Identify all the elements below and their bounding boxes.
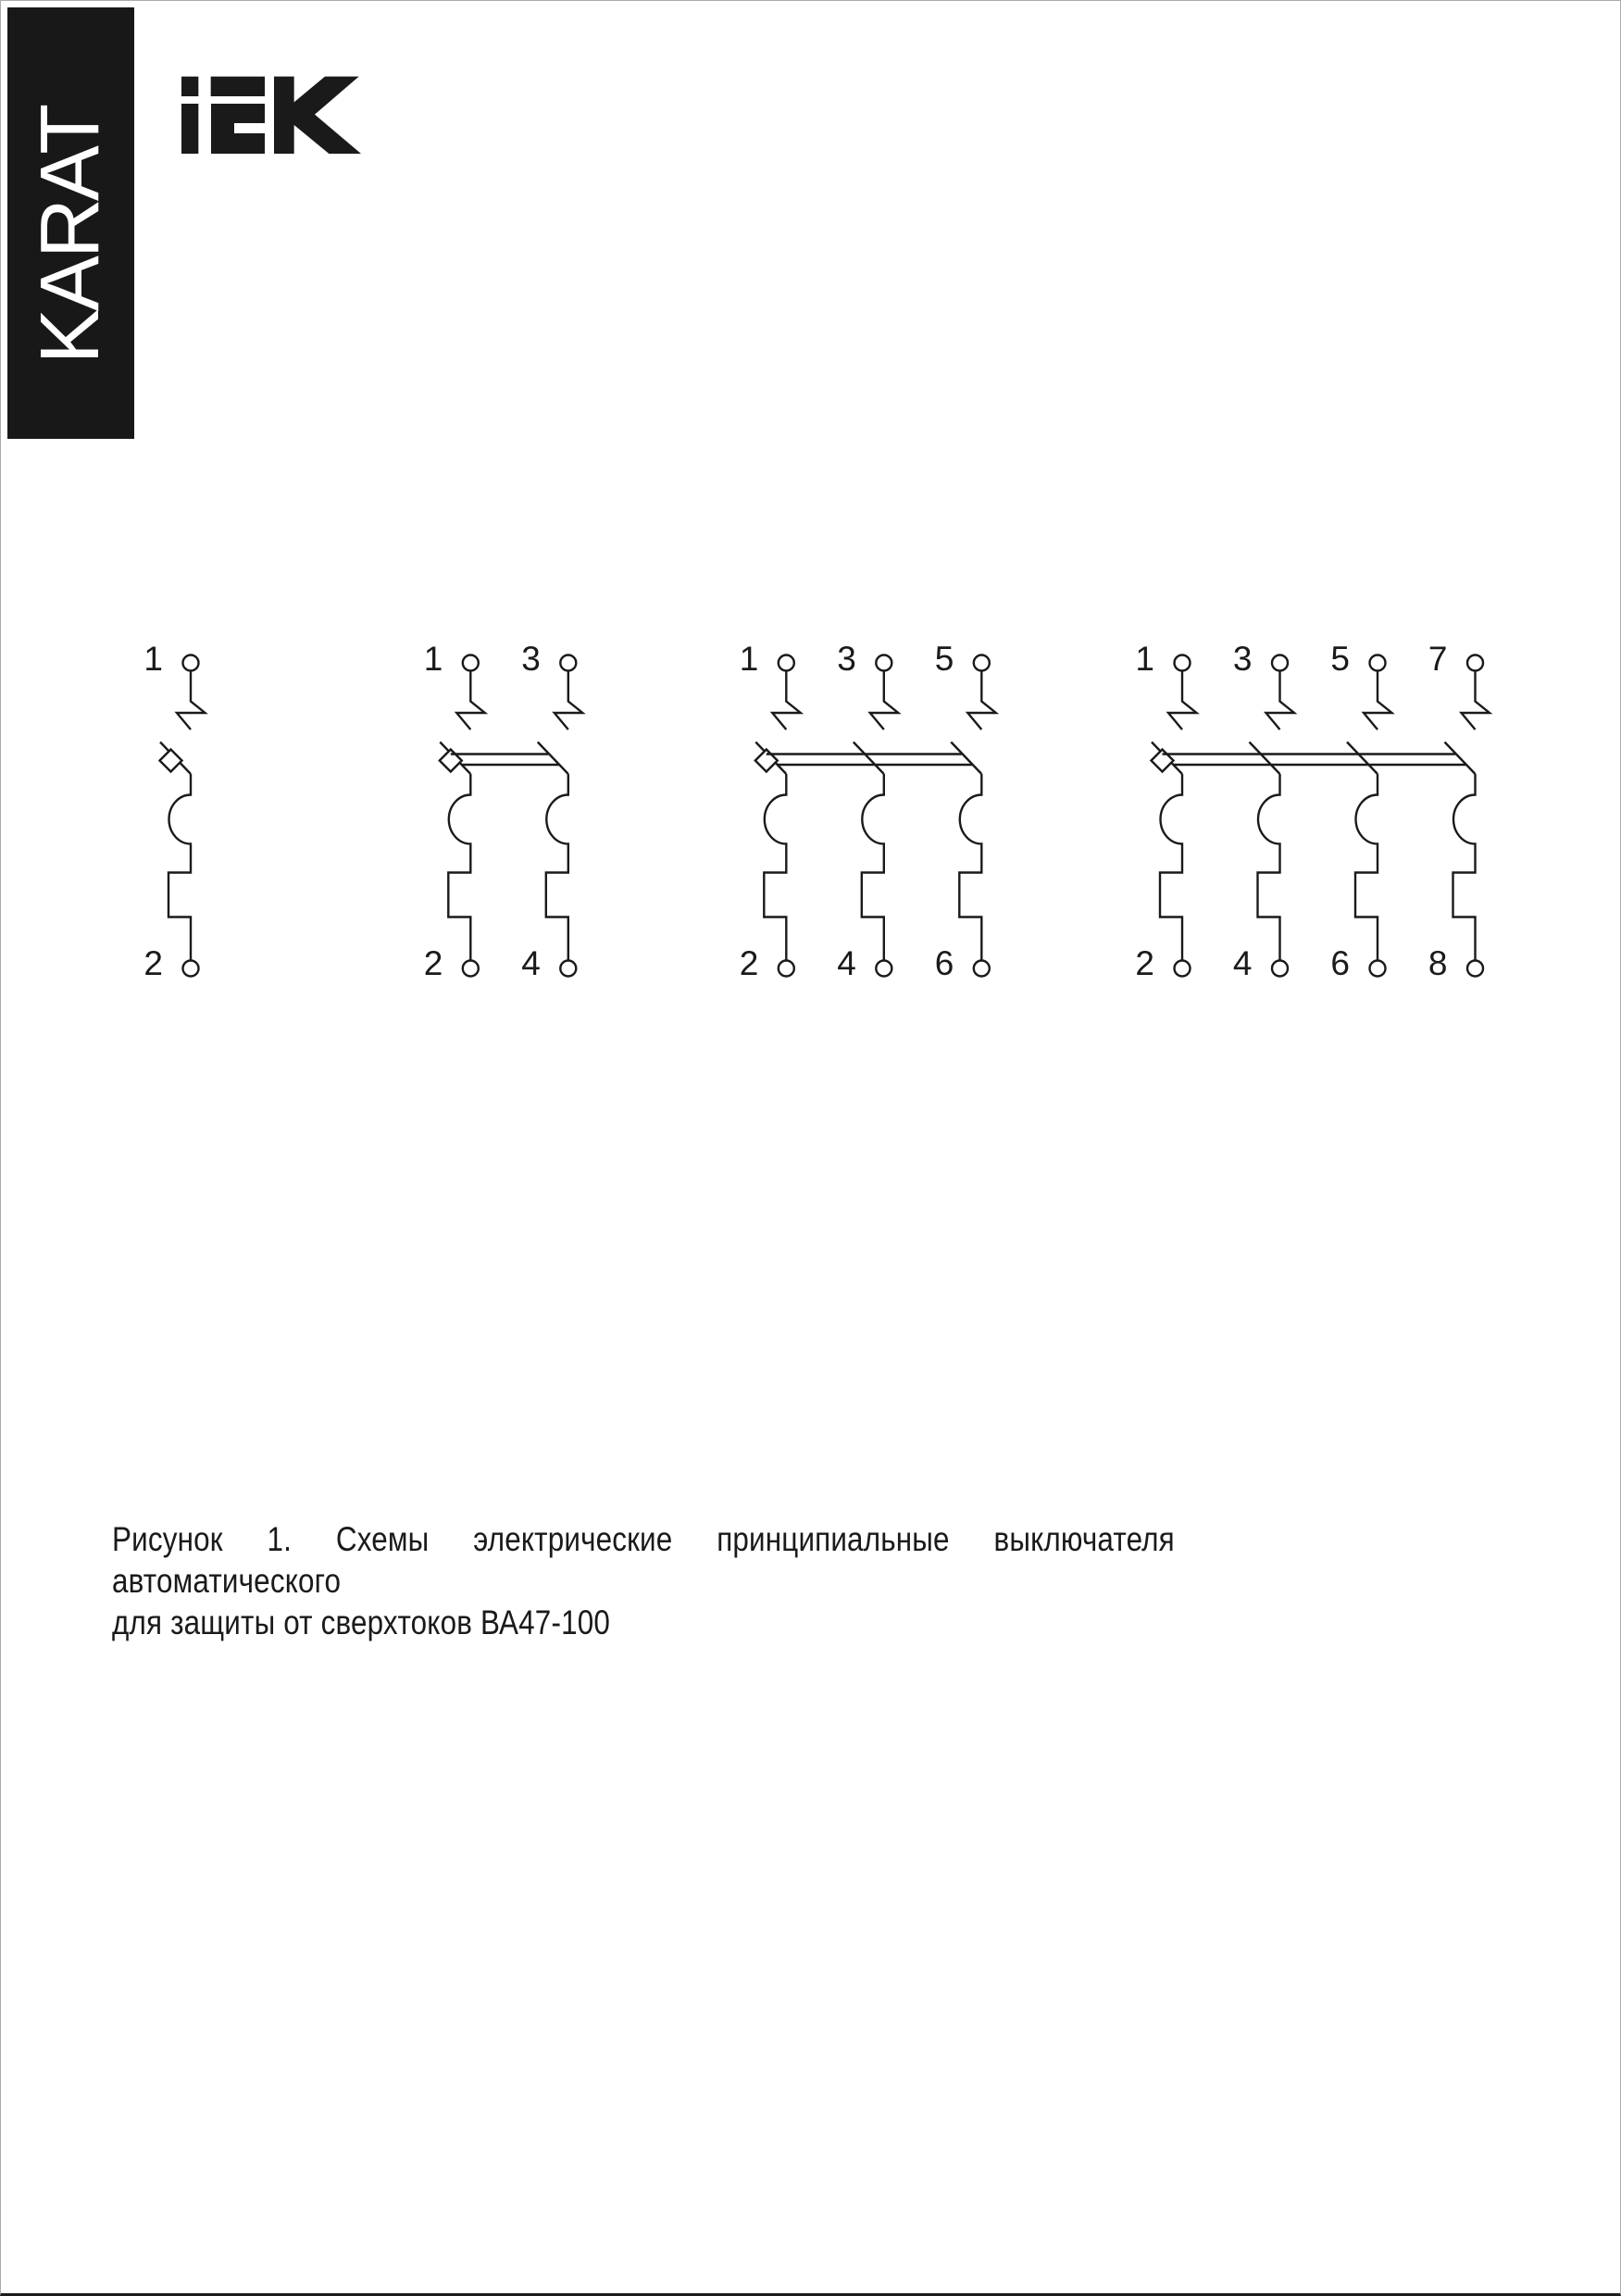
pole [740,640,801,982]
coil-and-thermal-path [1355,774,1378,961]
linkage-lines [1163,755,1466,766]
release-zigzag [1462,671,1490,730]
terminal-label-bottom: 2 [423,944,443,982]
coil-and-thermal-path [1258,774,1280,961]
actuator-diamond [755,750,778,772]
breaker-blade [1445,742,1476,775]
terminal-label-top: 7 [1428,640,1448,678]
terminal-label-bottom: 4 [521,944,541,982]
terminal-circle [1370,961,1386,977]
terminal-label-top: 5 [1330,640,1350,678]
pole [1135,640,1196,982]
release-zigzag [870,671,899,730]
karat-brand-label: KARAT [24,106,118,365]
terminal-label-top: 3 [521,640,541,678]
terminal-circle [560,655,576,671]
release-zigzag [1364,671,1392,730]
schematic-2-pole [424,640,583,982]
release-zigzag [177,671,206,730]
terminal-circle [1175,961,1191,977]
terminal-circle [183,961,199,977]
release-zigzag [555,671,583,730]
terminal-label-top: 3 [837,640,856,678]
terminal-circle [1272,655,1288,671]
terminal-label-top: 1 [739,640,759,678]
terminal-circle [876,655,892,671]
terminal-circle [779,655,794,671]
terminal-label-top: 3 [1232,640,1253,678]
schematic-1-pole [143,640,205,982]
terminal-label-top: 1 [423,640,443,678]
pole [935,640,996,982]
breaker-blade [1347,742,1378,775]
pole [1330,640,1391,982]
actuator-diamond [1152,750,1174,772]
terminal-circle [876,961,892,977]
terminal-circle [1175,655,1191,671]
release-zigzag [1168,671,1197,730]
release-zigzag [967,671,996,730]
coil-and-thermal-path [168,774,191,961]
breaker-blade [538,742,568,775]
pole [837,640,898,982]
pole [1428,640,1490,982]
caption-line-2: для защиты от сверхтоков ВА47-100 [112,1603,611,1641]
terminal-label-bottom: 4 [837,944,856,982]
release-zigzag [456,671,485,730]
terminal-label-bottom: 2 [143,944,163,982]
coil-and-thermal-path [959,774,981,961]
pole [424,640,485,982]
breaker-blade [1250,742,1280,775]
terminal-circle [1467,961,1483,977]
pole [143,640,205,982]
schematics-figure [1,1,1621,2296]
terminal-circle [779,961,794,977]
schematic-3-pole [740,640,996,982]
terminal-label-top: 1 [1135,640,1154,678]
breaker-blade [854,742,884,775]
pole [1233,640,1294,982]
terminal-label-bottom: 6 [1330,944,1350,982]
terminal-label-top: 5 [934,640,954,678]
pole [521,640,582,982]
coil-and-thermal-path [862,774,884,961]
caption-line-1: Рисунок 1. Схемы электрические принципиальные выключателя автоматического [112,1520,1175,1600]
terminal-label-bottom: 2 [1135,944,1154,982]
terminal-circle [183,655,199,671]
terminal-circle [974,961,990,977]
terminal-circle [463,961,479,977]
terminal-label-bottom: 2 [739,944,759,982]
coil-and-thermal-path [1160,774,1182,961]
schematic-4-pole [1135,640,1490,982]
terminal-label-top: 1 [143,640,163,678]
terminal-circle [560,961,576,977]
coil-and-thermal-path [448,774,470,961]
terminal-circle [1467,655,1483,671]
actuator-diamond [160,750,182,772]
linkage-lines [451,755,559,766]
terminal-label-bottom: 6 [934,944,954,982]
release-zigzag [1266,671,1295,730]
terminal-circle [1272,961,1288,977]
terminal-label-bottom: 4 [1232,944,1253,982]
coil-and-thermal-path [764,774,786,961]
breaker-blade [951,742,981,775]
terminal-label-bottom: 8 [1428,944,1448,982]
terminal-circle [1370,655,1386,671]
coil-and-thermal-path [1453,774,1476,961]
release-zigzag [772,671,801,730]
actuator-diamond [440,750,462,772]
terminal-circle [974,655,990,671]
figure-caption [112,1518,1175,1643]
terminal-circle [463,655,479,671]
coil-and-thermal-path [546,774,568,961]
